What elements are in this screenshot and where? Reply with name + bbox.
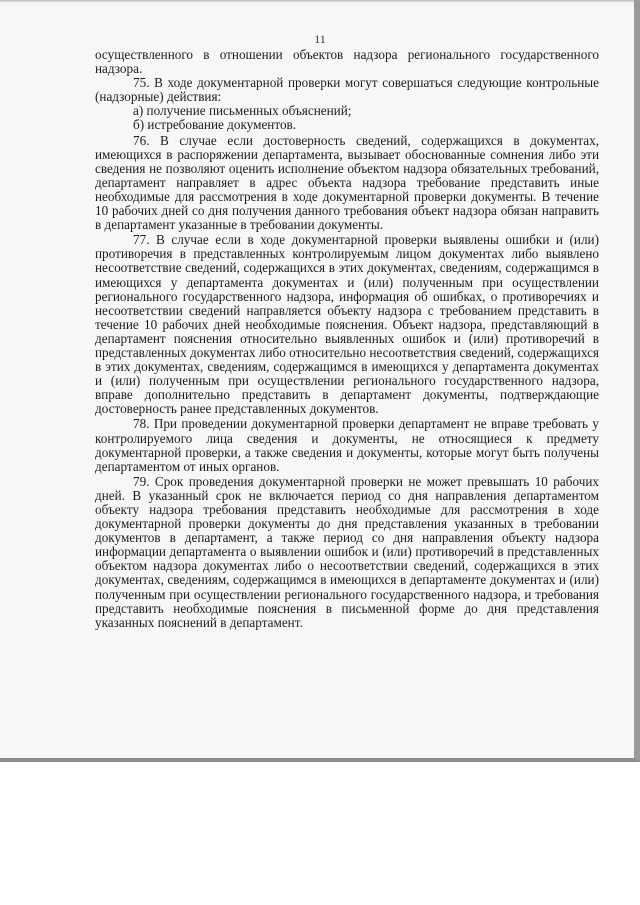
paragraph-76: 76. В случае если достоверность сведений, содержащихся в документах, имеющихся в распоряжении департамента, вызывает обоснованные сомнения либо эти сведения не позволяют оценить исполнение объектом надзора обязательных требований, департамент направляет в адрес объекта надзора требование представить иные необходимые для рассмотрения в ходе документарной проверки документы. В течение 10 рабочих дней со дня получения данного требования объект надзора обязан направить в департамент указанные в требовании документы. bbox=[95, 132, 599, 233]
paragraph-75: 75. В ходе документарной проверки могут совершаться следующие контрольные (надзорные) действия: bbox=[95, 75, 599, 105]
paragraph-continuation: осуществленного в отношении объектов надзора регионального государственного надзора. bbox=[95, 47, 599, 77]
paragraph-78: 78. При проведении документарной проверки департамент не вправе требовать у контролируемого лица сведения и документы, не относящиеся к предмету документарной проверки, а также сведения и документы, которые могут быть получены департаментом от иных органов. bbox=[95, 416, 599, 474]
document-body bbox=[95, 48, 599, 630]
paragraph-77: 77. В случае если в ходе документарной проверки выявлены ошибки и (или) противоречия в представленных контролируемым лицом документах либо выявлено несоответствие сведений, содержащихся в этих документах, сведениям, содержащимся в имеющихся у департамента документах и (или) полученным при осуществлении регионального государственного надзора, информация об ошибках, о противоречиях и несоответствии сведений направляется объекту надзора с требованием представить в течение 10 рабочих дней необходимые пояснения. Объект надзора, представляющий в департамент пояснения относительно выявленных ошибок и (или) противоречий в представленных документах либо относительно несоответствия сведений, содержащихся в этих документах, сведениям, содержащимся в имеющихся у департамента документах и (или) полученным при осуществлении регионального государственного надзора, вправе дополнительно представить в департамент документы, подтверждающие достоверность ранее представленных документов. bbox=[95, 232, 599, 417]
page-number: 11 bbox=[314, 32, 326, 46]
list-item-75a: а) получение письменных объяснений; bbox=[133, 103, 352, 119]
list-item-75b: б) истребование документов. bbox=[133, 117, 297, 133]
scan-edge bbox=[0, 0, 634, 3]
paragraph-79: 79. Срок проведения документарной проверки не может превышать 10 рабочих дней. В указанный срок не включается период со дня направления департаментом объекту надзора требования представить необходимые для рассмотрения в ходе документарной проверки документы до дня представления указанных в требовании документов в департамент, а также период со дня направления объекту надзора информации департамента о выявлении ошибок и (или) противоречий в представленных объектом надзора документах либо о несоответствии сведений, содержащихся в этих документах, сведениям, содержащимся в имеющихся в департаменте документах и (или) полученным при осуществлении регионального государственного надзора, и требования представить необходимые пояснения в письменной форме до дня представления указанных пояснений в департамент. bbox=[95, 473, 599, 630]
